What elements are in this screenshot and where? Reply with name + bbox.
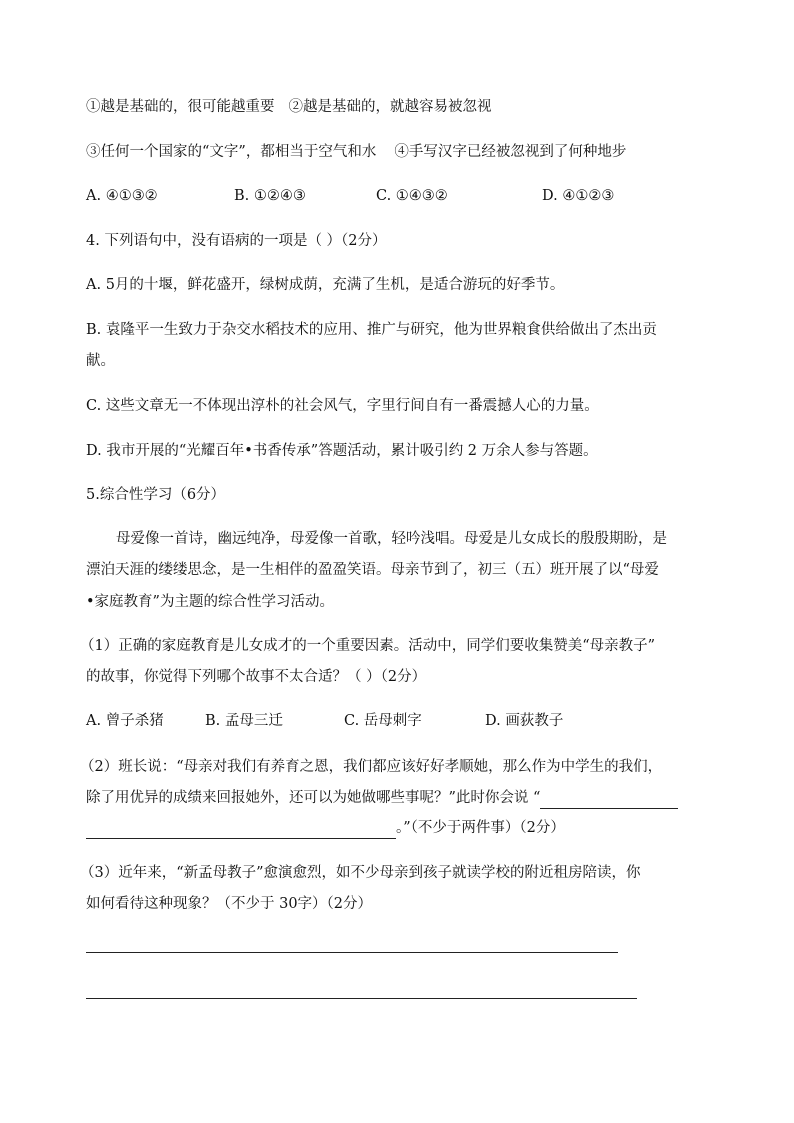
q4-option-a[interactable]: A. 5月的十堰，鲜花盛开，绿树成荫，充满了生机，是适合游玩的好季节。 xyxy=(86,277,565,293)
q4-option-b-line-2[interactable]: 献。 xyxy=(86,353,115,369)
statement-1: ①越是基础的，很可能越重要 xyxy=(86,99,275,115)
answer-line-1[interactable] xyxy=(86,952,618,953)
answer-blank-1[interactable] xyxy=(540,788,678,809)
statement-2: ②越是基础的，就越容易被忽视 xyxy=(288,99,492,115)
q5-sub3-line-2: 如何看待这种现象？（不少于 30字）（2分） xyxy=(86,896,373,912)
q5-sub1-option-c[interactable]: C. 岳母刺字 xyxy=(344,713,422,729)
answer-line-2[interactable] xyxy=(86,998,637,999)
q5-sub1-option-a[interactable]: A. 曾子杀猪 xyxy=(86,713,164,729)
q3-option-d[interactable]: D. ④①②③ xyxy=(542,188,615,204)
q5-sub1-line-2: 的故事，你觉得下列哪个故事不太合适？（ ）（2分） xyxy=(86,669,427,685)
q5-sub2-tail: 。”（不少于两件事）（2分） xyxy=(396,820,565,836)
q3-statements-row-2 xyxy=(86,142,626,162)
q5-sub2-line-2 xyxy=(86,788,678,809)
q5-title: 5.综合性学习（6分） xyxy=(86,487,226,503)
q5-sub3-line-1: （3）近年来，“新孟母教子”愈演愈烈，如不少母亲到孩子就读学校的附近租房陪读，你 xyxy=(80,865,641,881)
q5-intro-line-1: 母爱像一首诗，幽远纯净，母爱像一首歌，轻吟浅唱。母爱是儿女成长的殷殷期盼，是 xyxy=(116,531,667,547)
q5-intro-line-2: 漂泊天涯的缕缕思念，是一生相伴的盈盈笑语。母亲节到了，初三（五）班开展了以“母爱 xyxy=(86,562,659,578)
q5-sub1-option-d[interactable]: D. 画荻教子 xyxy=(485,713,564,729)
q5-sub2-prompt: 除了用优异的成绩来回报她外，还可以为她做哪些事呢？”此时你会说 “ xyxy=(86,790,541,806)
q5-sub1-line-1: （1）正确的家庭教育是儿女成才的一个重要因素。活动中，同学们要收集赞美“母亲教子” xyxy=(80,638,656,654)
q4-option-c[interactable]: C. 这些文章无一不体现出淳朴的社会风气，字里行间自有一番震撼人心的力量。 xyxy=(86,398,599,414)
q3-option-a[interactable]: A. ④①③② xyxy=(86,188,158,204)
q5-sub1-option-b[interactable]: B. 孟母三迁 xyxy=(205,713,283,729)
answer-blank-2[interactable] xyxy=(86,818,396,839)
q3-option-c[interactable]: C. ①④③② xyxy=(376,188,448,204)
q4-stem: 4. 下列语句中，没有语病的一项是（ ）（2分） xyxy=(86,233,387,249)
q4-option-b-line-1[interactable]: B. 袁隆平一生致力于杂交水稻技术的应用、推广与研究，他为世界粮食供给做出了杰出贡 xyxy=(86,322,657,338)
statement-3: ③任何一个国家的“文字”，都相当于空气和水 xyxy=(86,144,377,160)
q5-intro-line-3: •家庭教育”为主题的综合性学习活动。 xyxy=(86,594,334,610)
q3-option-b[interactable]: B. ①②④③ xyxy=(234,188,306,204)
q5-sub2-line-1: （2）班长说：“母亲对我们有养育之恩，我们都应该好好孝顺她，那么作为中学生的我们， xyxy=(80,759,663,775)
statement-4: ④手写汉字已经被忽视到了何种地步 xyxy=(394,144,627,160)
q4-option-d[interactable]: D. 我市开展的“光耀百年•书香传承”答题活动，累计吸引约 2 万余人参与答题。 xyxy=(86,443,598,459)
q3-statements-row-1 xyxy=(86,97,492,117)
q5-sub2-line-3 xyxy=(86,818,565,839)
